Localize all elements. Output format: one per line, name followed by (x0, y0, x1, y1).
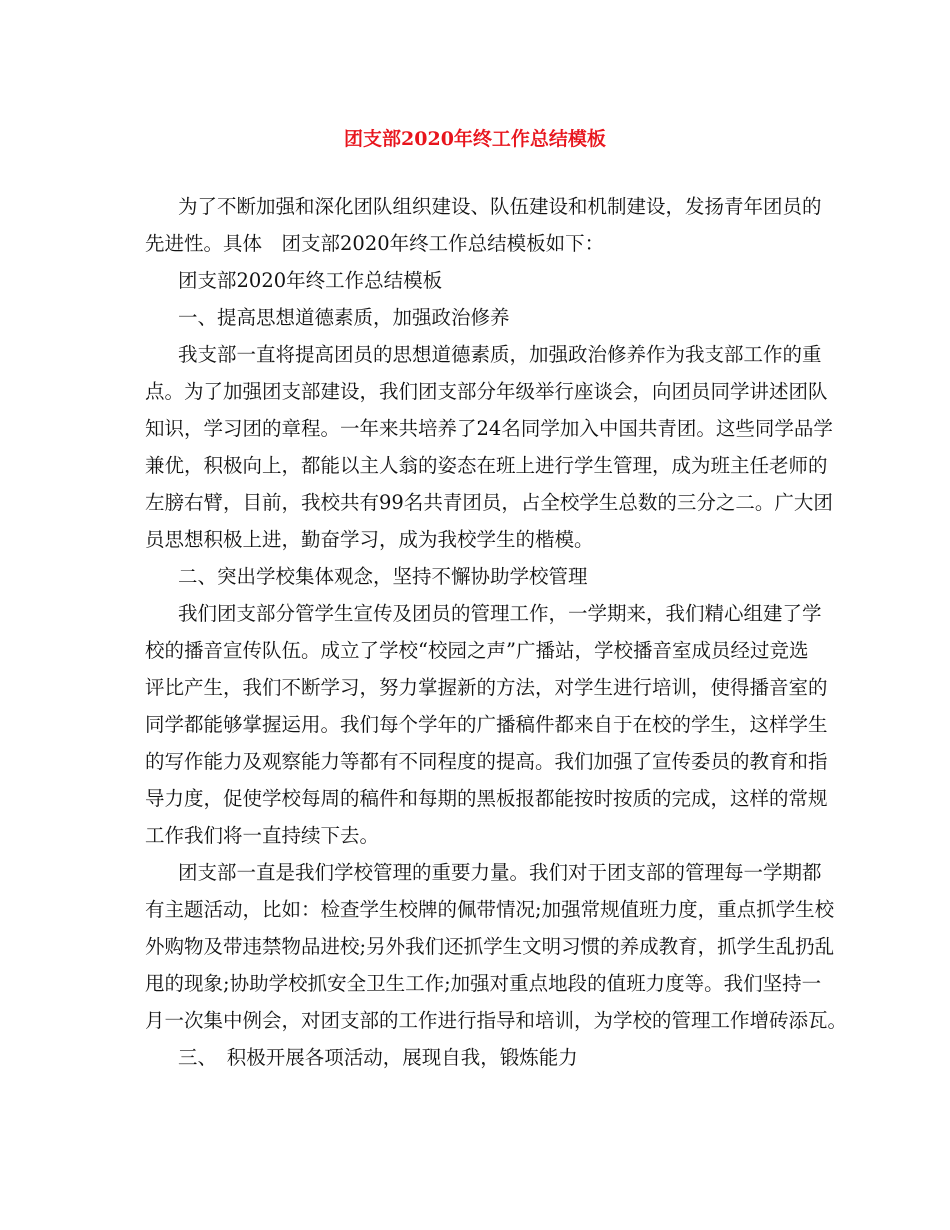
text-line: 三、 积极开展各项活动，展现自我，锻炼能力 (178, 1046, 578, 1069)
text-line: 知识，学习团的章程。一年来共培养了24名同学加入中国共青团。这些同学品学 (145, 417, 833, 440)
text-line: 的写作能力及观察能力等都有不同程度的提高。我们加强了宣传委员的教育和指 (145, 750, 828, 773)
text-line: 点。为了加强团支部建设，我们团支部分年级举行座谈会，向团员同学讲述团队 (145, 380, 828, 403)
text-line: 我们团支部分管学生宣传及团员的管理工作，一学期来，我们精心组建了学 (178, 602, 822, 625)
document-title: 团支部2020年终工作总结模板 (344, 128, 606, 150)
text-line: 月一次集中例会，对团支部的工作进行指导和培训，为学校的管理工作增砖添瓦。 (145, 1009, 848, 1032)
text-line: 团支部2020年终工作总结模板 (178, 269, 443, 292)
text-line: 一、提高思想道德素质，加强政治修养 (178, 306, 510, 329)
text-line: 团支部一直是我们学校管理的重要力量。我们对于团支部的管理每一学期都 (178, 861, 822, 884)
text-line: 左膀右臂，目前，我校共有99名共青团员，占全校学生总数的三分之二。广大团 (145, 491, 833, 514)
text-line: 有主题活动，比如：检查学生校牌的佩带情况;加强常规值班力度，重点抓学生校 (145, 898, 835, 921)
text-line: 评比产生，我们不断学习，努力掌握新的方法，对学生进行培训，使得播音室的 (145, 676, 828, 699)
text-line: 二、突出学校集体观念，坚持不懈协助学校管理 (178, 565, 588, 588)
text-line: 甩的现象;协助学校抓安全卫生工作;加强对重点地段的值班力度等。我们坚持一 (145, 972, 822, 995)
text-line: 为了不断加强和深化团队组织建设、队伍建设和机制建设，发扬青年团员的 (178, 195, 822, 218)
text-line: 导力度，促使学校每周的稿件和每期的黑板报都能按时按质的完成，这样的常规 (145, 787, 828, 810)
text-line: 外购物及带违禁物品进校;另外我们还抓学生文明习惯的养成教育，抓学生乱扔乱 (145, 935, 835, 958)
text-line: 员思想积极上进，勤奋学习，成为我校学生的楷模。 (145, 528, 594, 551)
text-line: 先进性。具体 团支部2020年终工作总结模板如下： (145, 232, 605, 255)
text-line: 我支部一直将提高团员的思想道德素质，加强政治修养作为我支部工作的重 (178, 343, 822, 366)
text-line: 兼优，积极向上，都能以主人翁的姿态在班上进行学生管理，成为班主任老师的 (145, 454, 828, 477)
text-line: 同学都能够掌握运用。我们每个学年的广播稿件都来自于在校的学生，这样学生 (145, 713, 828, 736)
text-line: 工作我们将一直持续下去。 (145, 824, 380, 847)
text-line: 校的播音宣传队伍。成立了学校“校园之声”广播站，学校播音室成员经过竞选 (145, 639, 809, 662)
